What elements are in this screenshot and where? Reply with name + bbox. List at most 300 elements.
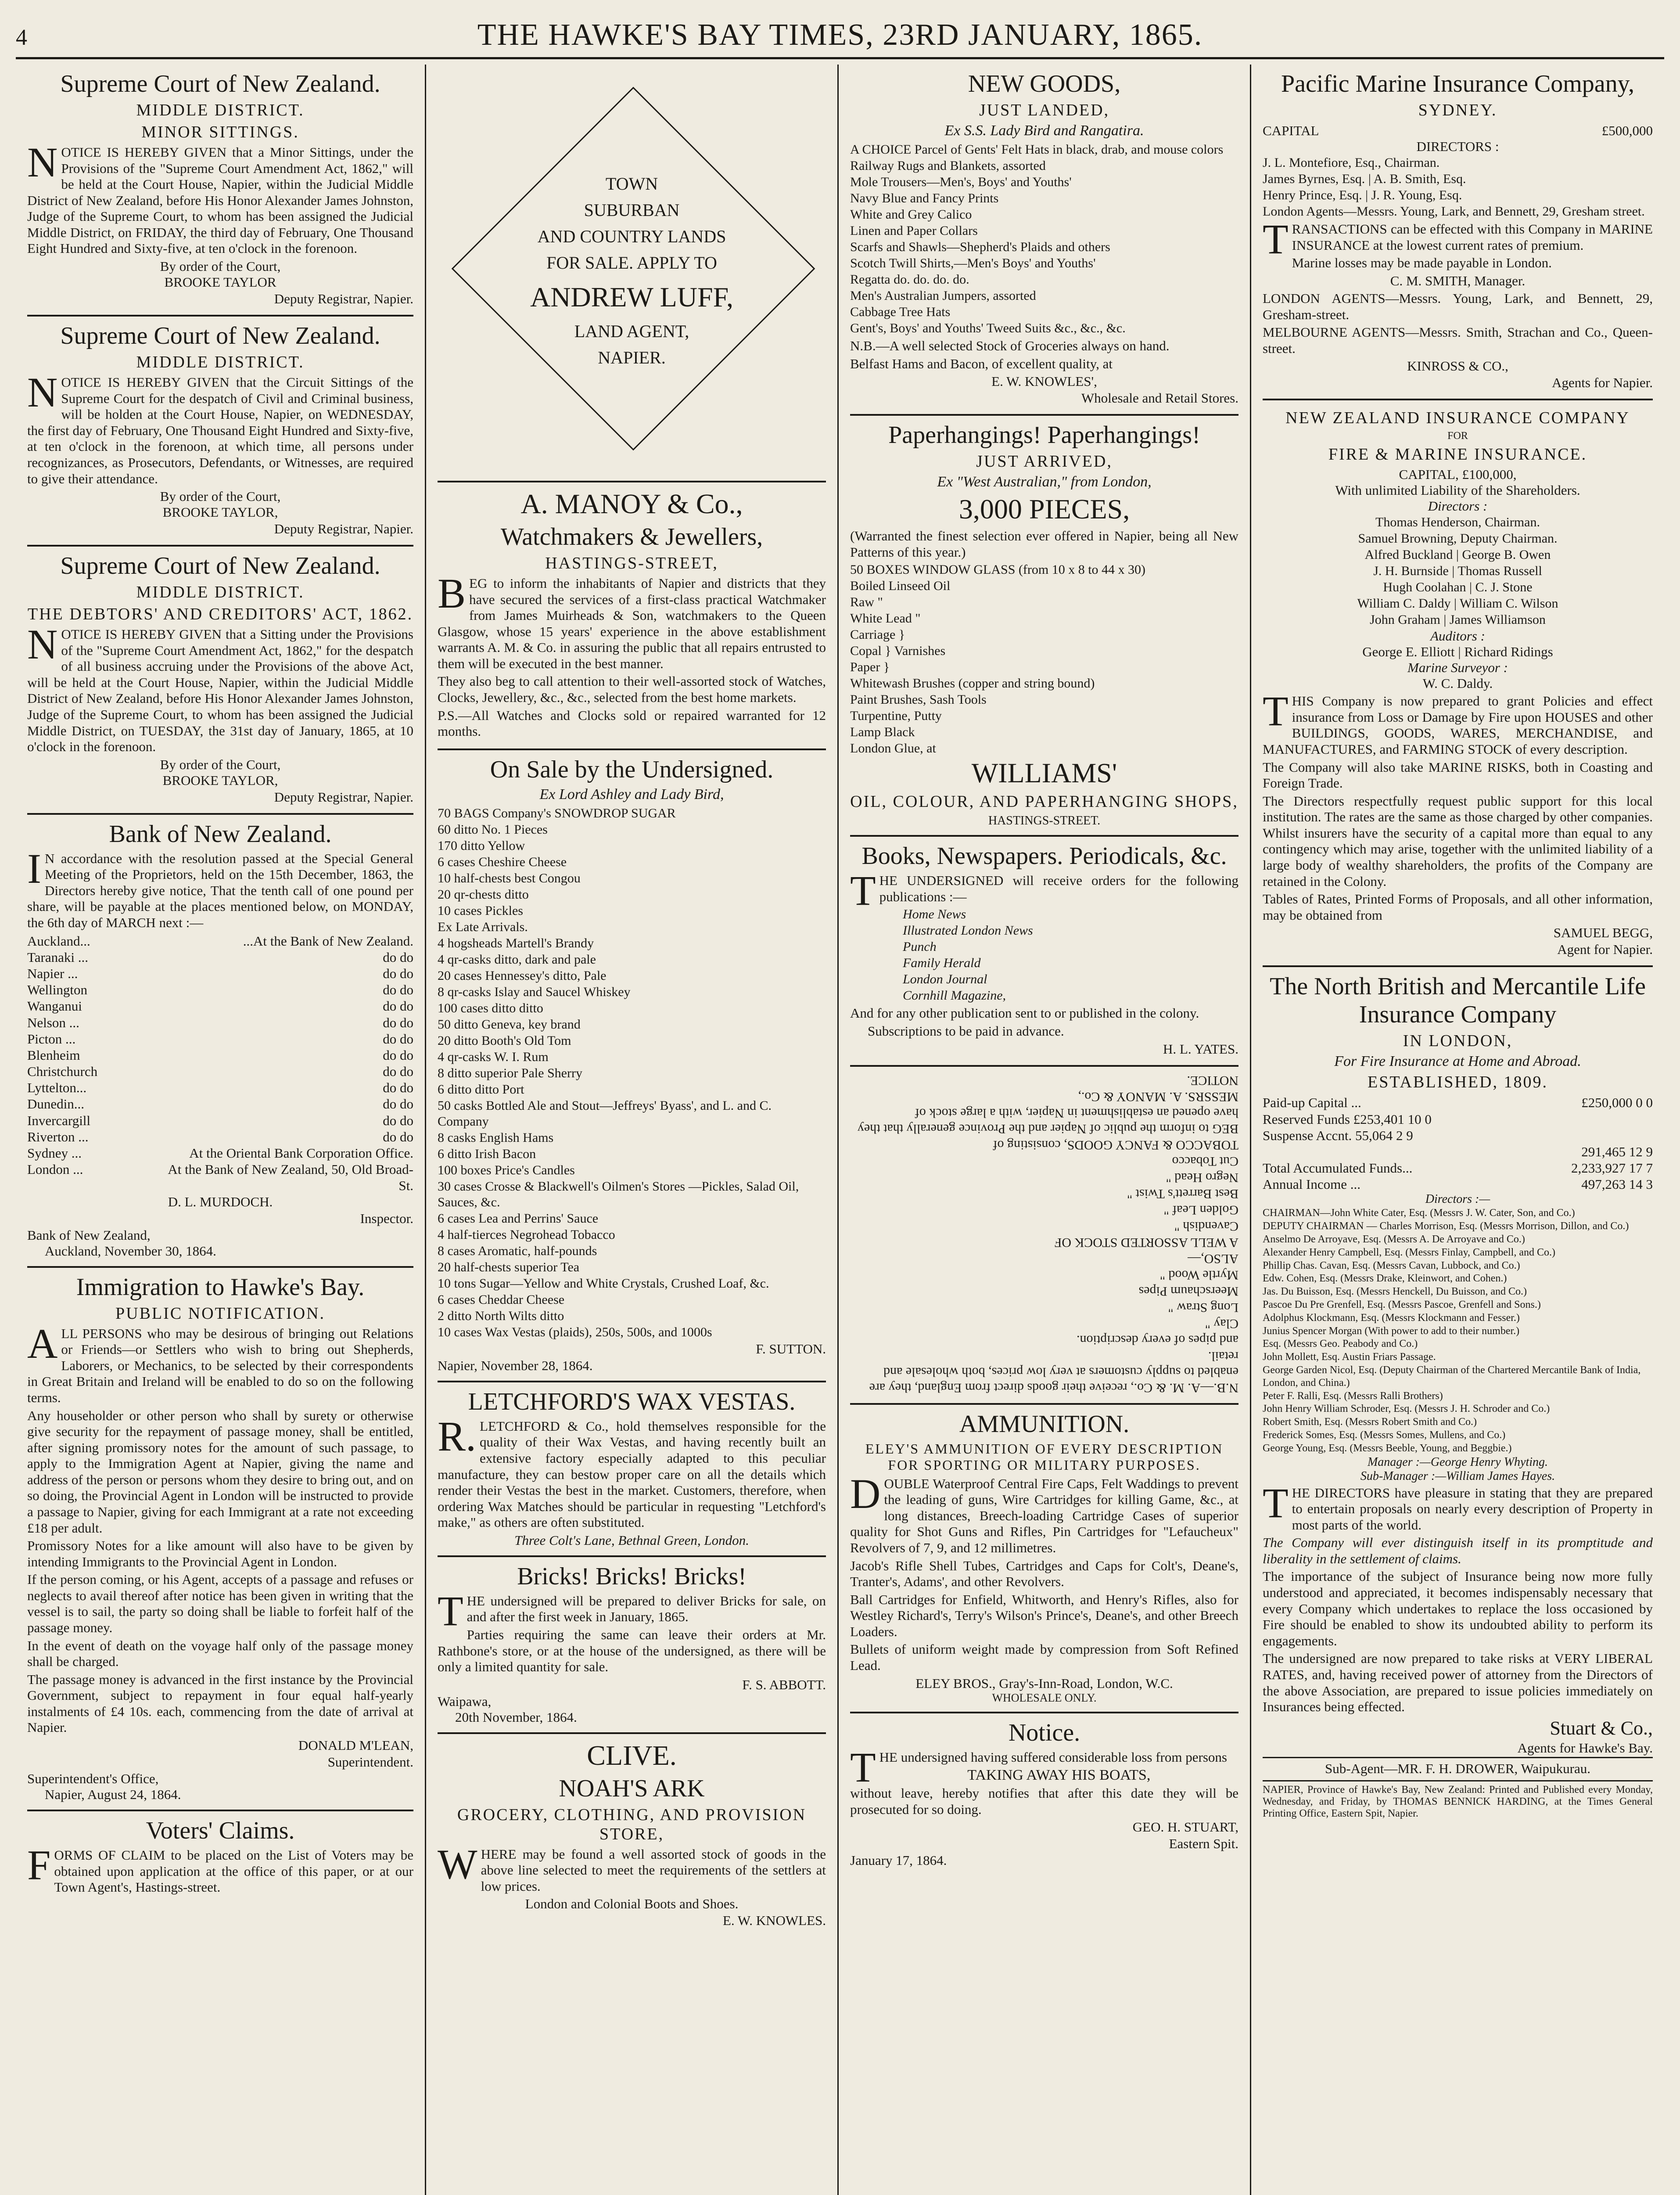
ad-paragraph: Ball Cartridges for Enfield, Whitworth, and Henry's Rifles, also for Westley Richard's, Terry's Wilson's Prince's, Deane's, and other Breech Loaders. [850, 1591, 1238, 1639]
ad-line: FOR [1447, 430, 1468, 442]
list-item: Men's Australian Jumpers, assorted [850, 288, 1036, 303]
ad-paragraph: THE undersigned having suffered considerable loss from persons [850, 1743, 1227, 1791]
director-line: Samuel Browning, Deputy Chairman. [1358, 531, 1558, 546]
ad-paragraph: TRANSACTIONS can be effected with this Company in MARINE INSURANCE at the lowest current rates of premium. [1263, 216, 1653, 263]
ad-note: (Warranted the finest selection ever offered in Napier, being all New Patterns of this year.) [850, 528, 1238, 560]
ad-paragraph: Marine losses may be made payable in London. [1292, 255, 1552, 271]
ad-subheading: MIDDLE DISTRICT. [136, 583, 305, 602]
funds-table [1263, 1094, 1653, 1192]
list-item: Ex Late Arrivals. [438, 919, 528, 934]
list-item: 10 cases Pickles [438, 903, 523, 918]
list-item: Raw " [850, 595, 883, 610]
list-item: 8 casks English Hams [438, 1130, 554, 1145]
ad-line: SUBURBAN [584, 200, 680, 220]
ad-heading: The North British and Mercantile Life Insurance Company [1270, 973, 1646, 1029]
ad-heading: On Sale by the Undersigned. [490, 756, 774, 783]
inverted-line: TOBACCO & FANCY GOODS, consisting of [993, 1137, 1238, 1152]
director-line: Esq. (Messrs Geo. Peabody and Co.) [1263, 1338, 1418, 1350]
list-item: Linen and Paper Collars [850, 223, 978, 238]
signatory: E. W. KNOWLES. [722, 1913, 826, 1929]
signatory: KINROSS & CO., [1407, 358, 1508, 374]
director-line: Jas. Du Buisson, Esq. (Messrs Henckell, Du Buisson, and Co.) [1263, 1286, 1527, 1298]
ad-paragraph: Jacob's Rifle Shell Tubes, Cartridges and Caps for Colt's, Deane's, Tranter's, Adams', and other Revolvers. [850, 1558, 1238, 1590]
ad-line: With unlimited Liability of the Shareholders. [1335, 482, 1580, 498]
director-line: William C. Daldy | William C. Wilson [1357, 596, 1558, 611]
printer-imprint: NAPIER, Province of Hawke's Bay, New Zealand: Printed and Published every Monday, Wednesday, and Friday, by THOMAS BENNICK HARDING, at the Times General Printing Office, Eastern Spit, Napier. [1263, 1780, 1653, 1820]
list-item: 20 half-chests superior Tea [438, 1259, 580, 1274]
directors-list [1263, 515, 1653, 628]
director-line: John Mollett, Esq. Austin Friars Passage. [1263, 1351, 1436, 1363]
goods-list [850, 142, 1238, 336]
inverted-line: Best Barrett's Twist " [1127, 1186, 1238, 1201]
list-item: 4 hogsheads Martell's Brandy [438, 936, 594, 950]
ad-ships: Ex Lord Ashley and Lady Bird, [539, 786, 724, 802]
director-line: George Young, Esq. (Messrs Beeble, Young, and Beggbie.) [1263, 1442, 1512, 1454]
list-item: Family Herald [903, 956, 981, 971]
list-item: 4 qr-casks ditto, dark and pale [438, 952, 596, 967]
ad-heading: A. MANOY & Co., [521, 488, 743, 519]
column-1 [16, 65, 426, 2195]
sub-manager: Sub-Manager :—William James Hayes. [1360, 1469, 1555, 1483]
signatory-role: Deputy Registrar, Napier. [274, 789, 413, 805]
books-newspapers-ad [850, 837, 1238, 1066]
ad-subheading: IN LONDON, [1403, 1032, 1513, 1051]
capital-row: CAPITAL £500,000 [1263, 123, 1653, 138]
inverted-line: Cavendish " [1174, 1219, 1238, 1234]
signatory: SAMUEL BEGG, [1553, 925, 1653, 941]
signatory: C. M. SMITH, Manager. [1390, 273, 1526, 288]
ad-order: By order of the Court, [160, 489, 281, 504]
sutton-sale-ad [438, 750, 826, 1382]
ad-line: TAKING AWAY HIS BOATS, [967, 1767, 1151, 1784]
ad-order: By order of the Court, [160, 756, 281, 772]
manoy-tobacco-notice-inverted [850, 1067, 1238, 1405]
list-item: Mole Trousers—Men's, Boys' and Youths' [850, 175, 1072, 189]
inverted-line: Clay " [1205, 1316, 1238, 1331]
ad-paragraph: Tables of Rates, Printed Forms of Proposals, and all other information, may be obtained from [1263, 891, 1653, 923]
table-row: Blenheim do do [27, 1047, 413, 1063]
list-item: 6 cases Cheddar Cheese [438, 1292, 565, 1307]
list-item: 10 cases Wax Vestas (plaids), 250s, 500s, and 1000s [438, 1324, 712, 1339]
ad-note: Belfast Hams and Bacon, of excellent quality, at [850, 356, 1113, 371]
column-3 [839, 65, 1251, 2195]
list-item: 6 ditto ditto Port [438, 1082, 524, 1097]
ad-heading: AMMUNITION. [959, 1410, 1130, 1438]
signatory: DONALD M'LEAN, [298, 1738, 413, 1753]
list-item: 60 ditto No. 1 Pieces [438, 822, 548, 837]
inverted-line: NOTICE. [1187, 1073, 1238, 1088]
ad-paragraph: They also beg to call attention to their well-assorted stock of Watches, Clocks, Jewellery, &c., &c., selected from the best home markets. [438, 673, 826, 705]
list-item: 6 cases Cheshire Cheese [438, 854, 567, 869]
table-row: Suspense Accnt. 55,064 2 9 [1263, 1127, 1413, 1143]
manager: Manager :—George Henry Whyting. [1367, 1455, 1548, 1469]
ad-subheading: NOAH'S ARK [559, 1774, 705, 1802]
ad-paragraph: MELBOURNE AGENTS—Messrs. Smith, Strachan and Co., Queen-street. [1263, 324, 1653, 356]
signatory: BROOKE TAYLOR, [162, 772, 278, 788]
table-row: Dunedin... do do [27, 1096, 413, 1112]
list-item: Illustrated London News [903, 923, 1033, 938]
ad-line: FOR SALE. APPLY TO [546, 253, 717, 273]
ad-ships: Ex S.S. Lady Bird and Rangatira. [944, 122, 1144, 139]
list-item: Regatta do. do. do. do. [850, 272, 969, 287]
bank-of-new-zealand-notice [27, 815, 413, 1268]
director-line: Anselmo De Arroyave, Esq. (Messrs A. De Arroyave and Co.) [1263, 1234, 1525, 1245]
list-item: A CHOICE Parcel of Gents' Felt Hats in black, drab, and mouse colors [850, 142, 1224, 157]
ad-heading: LETCHFORD'S WAX VESTAS. [468, 1388, 796, 1415]
ad-paragraph: Subscriptions to be paid in advance. [868, 1023, 1064, 1039]
list-item: White Lead " [850, 611, 921, 626]
director-line: George Garden Nicol, Esq. (Deputy Chairman of the Chartered Mercantile Bank of India, London, and China.) [1263, 1364, 1641, 1389]
ad-paragraph: Parties requiring the same can leave their orders at Mr. Rathbone's store, or at the house of the undersigned, as there will be only a limited quantity for sale. [438, 1626, 826, 1675]
inverted-line: Meerschaum Pipes [1138, 1284, 1238, 1299]
signatory: BROOKE TAYLOR [164, 274, 276, 290]
ad-body: FORMS OF CLAIM to be placed on the List of Voters may be obtained upon application at the office of this paper, or at our Town Agent's, Hastings-street. [27, 1842, 413, 1895]
surveyor: W. C. Daldy. [1422, 676, 1493, 691]
ad-heading: Supreme Court of New Zealand. [60, 70, 381, 97]
list-item: 6 cases Lea and Perrins' Sauce [438, 1211, 599, 1226]
list-item: White and Grey Calico [850, 207, 972, 222]
inverted-line: Negro Head " [1166, 1170, 1238, 1185]
ad-date: 20th November, 1864. [455, 1709, 577, 1725]
column-4 [1251, 65, 1664, 2195]
list-item: 4 half-tierces Negrohead Tobacco [438, 1227, 615, 1242]
bricks-ad [438, 1557, 826, 1734]
nz-insurance-ad [1263, 400, 1653, 967]
ad-subheading: THE DEBTORS' AND CREDITORS' ACT, 1862. [27, 605, 413, 624]
paperhangings-ad [850, 416, 1238, 837]
ad-note: N.B.—A well selected Stock of Groceries always on hand. [850, 338, 1170, 353]
table-row: Taranaki ... do do [27, 949, 413, 965]
table-row: London ... At the Bank of New Zealand, 50, Old Broad-St. [27, 1162, 413, 1194]
director-line: Hugh Coolahan | C. J. Stone [1383, 580, 1533, 595]
page-number: 4 [16, 25, 27, 50]
list-item: 20 ditto Booth's Old Tom [438, 1033, 571, 1048]
inverted-text-block [850, 1072, 1238, 1396]
signatory-role: Inspector. [360, 1210, 413, 1226]
inverted-line: and pipes of every description. [1076, 1332, 1238, 1347]
list-item: 8 ditto superior Pale Sherry [438, 1065, 582, 1080]
ad-body: NOTICE IS HEREBY GIVEN that the Circuit Sittings of the Supreme Court for the despatch of Civil and Criminal business, will be holden at the Court House, Napier, on WEDNESDAY, the first day of February, One Thousand Eight Hundred and Sixty-five, at ten o'clock in the forenoon, at which time, all persons under recognizances, as Prosecutors, Defendants, or Witnesses, are required to give their attendance. [27, 369, 413, 486]
ad-subheading: Watchmakers & Jewellers, [500, 523, 763, 551]
ad-note: WHOLESALE ONLY. [992, 1691, 1097, 1704]
ad-subheading: MIDDLE DISTRICT. [136, 353, 305, 372]
director-line: Pascoe Du Pre Grenfell, Esq. (Messrs Pascoe, Grenfell and Sons.) [1263, 1299, 1541, 1311]
ad-heading: Supreme Court of New Zealand. [60, 552, 381, 580]
ad-paragraph: ALL PERSONS who may be desirous of bringing out Relations or Friends—or Settlers who wish to bring out Shepherds, Laborers, or Mechanics, to be selected by their correspondents in Great Britain and Ireland will be enabled to do so on the following terms. [27, 1320, 413, 1405]
directors-label: DIRECTORS : [1416, 139, 1499, 155]
signatory-role: Agents for Napier. [1552, 375, 1653, 391]
ad-paragraph: Any householder or other person who shall by surety or otherwise give security for the repayment of passage money, shall be entitled, after signing promissory notes for the amount of such passage, to apply to the Immigration Agent at Napier, giving the name and address of the person or persons whom they desire to bring out, and on so doing, the Provincial Agent in London will be instructed to provide a passage to Napier, giving for each Immigrant at a rate not exceeding £18 per adult. [27, 1407, 413, 1536]
director-line: London Agents—Messrs. Young, Lark, and Bennett, 29, Gresham street. [1263, 204, 1645, 219]
inverted-line: A WELL ASSORTED STOCK OF [1054, 1235, 1238, 1250]
director-line: Alfred Buckland | George B. Owen [1364, 547, 1551, 562]
auditors: George E. Elliott | Richard Ridings [1362, 644, 1553, 660]
ad-line: For Fire Insurance at Home and Abroad. [1334, 1053, 1581, 1070]
signatory-role: Deputy Registrar, Napier. [274, 291, 413, 307]
voters-claims-notice [27, 1811, 413, 1904]
goods-list [438, 806, 826, 1340]
newspaper-title: THE HAWKE'S BAY TIMES, 23RD JANUARY, 1865. [477, 18, 1203, 52]
ad-heading: NEW GOODS, [968, 70, 1121, 97]
ad-ship: Ex "West Australian," from London, [937, 474, 1152, 490]
goods-list [850, 562, 1238, 756]
director-line: Junius Spencer Morgan (With power to add to their number.) [1263, 1325, 1520, 1337]
ad-paragraph: DOUBLE Waterproof Central Fire Caps, Felt Waddings to prevent the leading of guns, Wire Cartridges for killing Game, &c., at long distances, Breech-loading Cartridge Cases of superior quality for Shot Guns and Rifles, Pin Cartridges for "Lefaucheux" Revolvers of 7, 9, and 12 millimetres. [850, 1470, 1238, 1555]
list-item: Boiled Linseed Oil [850, 579, 951, 594]
ad-paragraph: THE DIRECTORS have pleasure in stating that they are prepared to entertain proposals on nearly every description of Property in most parts of the world. [1263, 1479, 1653, 1533]
ad-line: London and Colonial Boots and Shoes. [525, 1896, 739, 1912]
list-item: 10 tons Sugar—Yellow and White Crystals, Crushed Loaf, &c. [438, 1276, 769, 1291]
inverted-line: ALSO,— [1188, 1251, 1238, 1266]
table-row: Paid-up Capital ... £250,000 0 0 [1263, 1095, 1653, 1111]
list-item: 20 cases Hennessey's ditto, Pale [438, 968, 607, 983]
inverted-line: N.B.—A. M. & Co., receive their goods direct from England, they are enabled to supply customers at very low prices, both wholesale and retail. [869, 1349, 1238, 1395]
ad-heading: Voters' Claims. [146, 1817, 295, 1845]
list-item: Gent's, Boys' and Youths' Tweed Suits &c., &c., &c. [850, 321, 1126, 335]
ad-address: ELEY BROS., Gray's-Inn-Road, London, W.C. [915, 1675, 1173, 1691]
ad-place: Eastern Spit. [1169, 1836, 1238, 1852]
ad-name: WILLIAMS' [971, 757, 1117, 789]
ad-paragraph: If the person coming, or his Agent, accepts of a passage and refuses or neglects to avail thereof after notice has been given in writing that the vessel is to sail, the party so doing shall be liable to forfeit half of the passage money. [27, 1572, 413, 1636]
list-item: Carriage } [850, 627, 905, 642]
ad-paragraph: Promissory Notes for a like amount will also have to be given by intending Immigrants to the Provincial Agent in London. [27, 1538, 413, 1569]
director-line: DEPUTY CHAIRMAN — Charles Morrison, Esq. (Messrs Morrison, Dillon, and Co.) [1263, 1220, 1629, 1232]
ad-heading: Bricks! Bricks! Bricks! [517, 1562, 747, 1590]
ad-paragraph: BEG to inform the inhabitants of Napier and districts that they have secured the services of a first-class practical Watchmaker from James Muirheads & Son, watchmakers to the Queen Glasgow, whose 15 years' experience in the above establishment warrants A. M. & Co. in assuring the public that all repairs entrusted to them will be executed in the best manner. [438, 570, 826, 671]
ad-street: HASTINGS-STREET, [545, 554, 718, 572]
ad-line: TOWN [605, 174, 658, 194]
inverted-line: MESSRS. A. MANOY & Co., [1078, 1089, 1238, 1104]
ad-footer: Napier, August 24, 1864. [45, 1787, 181, 1803]
table-row: Reserved Funds £253,401 10 0 [1263, 1111, 1432, 1127]
table-row: Christchurch do do [27, 1064, 413, 1080]
ad-paragraph: P.S.—All Watches and Clocks sold or repaired warranted for 12 months. [438, 707, 826, 739]
list-item: 50 ditto Geneva, key brand [438, 1017, 581, 1032]
pacific-marine-insurance-ad [1263, 65, 1653, 400]
ad-subheading: PUBLIC NOTIFICATION. [115, 1304, 325, 1323]
table-row: 291,465 12 9 [1581, 1144, 1653, 1159]
ad-heading: Immigration to Hawke's Bay. [76, 1273, 365, 1301]
ad-subheading: OIL, COLOUR, AND PAPERHANGING SHOPS, [850, 792, 1238, 811]
director-line: James Byrnes, Esq. | A. B. Smith, Esq. [1263, 172, 1466, 187]
ad-paragraph: The Company will ever distinguish itself in its promptitude and liberality in the settlement of claims. [1263, 1535, 1653, 1566]
north-british-insurance-ad [1263, 967, 1653, 1826]
ad-paragraph: THE undersigned will be prepared to deliver Bricks for sale, on and after the first week in January, 1865. [438, 1587, 826, 1634]
boats-notice [850, 1713, 1238, 1876]
ad-line: AND COUNTRY LANDS [537, 227, 726, 246]
list-item: Cabbage Tree Hats [850, 305, 951, 319]
inverted-line: Long Straw " [1168, 1300, 1238, 1315]
ad-heading: Supreme Court of New Zealand. [60, 322, 381, 350]
ammunition-ad [850, 1405, 1238, 1713]
ad-heading: Books, Newspapers. Periodicals, &c. [862, 842, 1227, 870]
director-line: Frederick Somes, Esq. (Messrs Somes, Mullens, and Co.) [1263, 1429, 1506, 1441]
andrew-luff-land-ad [438, 65, 826, 482]
list-item: 50 BOXES WINDOW GLASS (from 10 x 8 to 44 x 30) [850, 562, 1146, 577]
signatory: E. W. KNOWLES', [991, 374, 1097, 389]
ad-paragraph: without leave, hereby notifies that after this date they will be prosecuted for so doing. [850, 1785, 1238, 1817]
ad-footer: Superintendent's Office, [27, 1771, 159, 1787]
ad-line: CAPITAL, £100,000, [1399, 467, 1517, 482]
list-item: Turpentine, Putty [850, 709, 942, 723]
supreme-court-circuit-notice [27, 317, 413, 547]
ad-line: NAPIER. [598, 348, 666, 367]
list-item: 6 ditto Irish Bacon [438, 1146, 536, 1161]
list-item: London Journal [903, 972, 987, 987]
directors-list [1263, 155, 1653, 220]
signatory-role: Wholesale and Retail Stores. [1081, 390, 1238, 406]
signatory: Stuart & Co., [1550, 1717, 1653, 1739]
ad-body: R.LETCHFORD & Co., hold themselves responsible for the quality of their Wax Vestas, and having recently built an extensive factory especially adapted to this peculiar manufacture, they can bestow proper care on all the details which render their Vestas the best in the market. Customers, therefore, when ordering Wax Matches should be particular in requesting "Letchford's make," as others are often substituted. [438, 1412, 826, 1530]
ad-footer: Auckland, November 30, 1864. [45, 1243, 216, 1259]
signatory: GEO. H. STUART, [1132, 1819, 1238, 1835]
directors-label: Directors : [1428, 498, 1488, 514]
table-row: Total Accumulated Funds... 2,233,927 17 7 [1263, 1160, 1653, 1176]
ad-subheading: MIDDLE DISTRICT. [136, 101, 305, 119]
signatory: F. S. ABBOTT. [742, 1677, 826, 1692]
list-item: Railway Rugs and Blankets, assorted [850, 158, 1046, 173]
list-item: Punch [903, 939, 937, 954]
signatory-role: Superintendent. [327, 1754, 413, 1770]
publications-list [850, 907, 1238, 1004]
ad-paragraph: And for any other publication sent to or published in the colony. [850, 1005, 1199, 1021]
ad-heading: Bank of New Zealand. [109, 820, 332, 848]
inverted-line: BEG to inform the public of Napier and the Province generally that they have opened an establishment in Napier, with a large stock of [857, 1105, 1238, 1136]
letchford-vestas-ad [438, 1382, 826, 1557]
director-line: J. L. Montefiore, Esq., Chairman. [1263, 155, 1440, 170]
signatory: F. SUTTON. [756, 1341, 826, 1357]
ad-body: IN accordance with the resolution passed at the Special General Meeting of the Proprietors, held on the 15th December, 1863, the Directors hereby give notice, That the tenth call of one pound per share, will be payable at the places mentioned below, on MONDAY, the 6th day of MARCH next :— [27, 845, 413, 931]
table-row: Picton ... do do [27, 1031, 413, 1047]
diamond-text [439, 171, 825, 371]
ad-date: January 17, 1864. [850, 1853, 947, 1868]
ad-heading: CLIVE. [587, 1739, 677, 1771]
ad-heading: Notice. [1008, 1719, 1081, 1746]
director-line: J. H. Burnside | Thomas Russell [1373, 564, 1542, 579]
list-item: 100 boxes Price's Candles [438, 1162, 575, 1177]
ad-paragraph: The passage money is advanced in the first instance by the Provincial Government, subject to repayment in four equal half-yearly instalments of £4 10s. each, commencing from the date of arrival at Napier. [27, 1671, 413, 1735]
ad-paragraph: THE UNDERSIGNED will receive orders for the following publications :— [850, 867, 1238, 914]
table-row: Nelson ... do do [27, 1015, 413, 1030]
ad-pieces: 3,000 PIECES, [958, 493, 1130, 525]
ad-subheading: ESTABLISHED, 1809. [1368, 1073, 1548, 1092]
ad-paragraph: Bullets of uniform weight made by compression from Soft Refined Lead. [850, 1641, 1238, 1673]
table-row: Lyttelton... do do [27, 1080, 413, 1096]
table-row: Invercargill do do [27, 1112, 413, 1128]
director-line: John Henry William Schroder, Esq. (Messrs J. H. Schroder and Co.) [1263, 1403, 1550, 1415]
list-item: Cornhill Magazine, [903, 988, 1006, 1003]
ad-paragraph: THIS Company is now prepared to grant Policies and effect insurance from Loss or Damage by Fire upon HOUSES and other BUILDINGS, GOODS, WARES, MERCHANDISE, and MANUFACTURES, and FARMING STOCK of every description. [1263, 687, 1653, 757]
ad-subheading: GROCERY, CLOTHING, AND PROVISION STORE, [457, 1805, 807, 1843]
table-row: Wellington do do [27, 982, 413, 998]
column-2 [426, 65, 839, 2195]
directors-label: Directors :— [1425, 1192, 1490, 1206]
list-item: Paper } [850, 660, 890, 675]
list-item: 30 cases Crosse & Blackwell's Oilmen's Stores —Pickles, Salad Oil, Sauces, &c. [438, 1179, 799, 1209]
ad-address: Three Colt's Lane, Bethnal Green, London. [514, 1532, 749, 1548]
ad-street: HASTINGS-STREET. [988, 814, 1101, 828]
director-line: Thomas Henderson, Chairman. [1375, 515, 1540, 530]
ad-heading: Pacific Marine Insurance Company, [1281, 70, 1634, 97]
ad-date: Napier, November 28, 1864. [438, 1357, 593, 1373]
list-item: 8 qr-casks Islay and Saucel Whiskey [438, 984, 631, 999]
supreme-court-debtors-notice [27, 547, 413, 815]
inverted-line: Myrtle Wood " [1159, 1267, 1238, 1282]
ad-paragraph: The importance of the subject of Insurance being now more fully understood and appreciated, it becomes indispensably necessary that every Company which undertakes to replace the loss occasioned by Fire should be enabled to show its undoubted ability to perform its engagements. [1263, 1569, 1653, 1648]
director-line: John Graham | James Williamson [1370, 612, 1546, 627]
auditors-label: Auditors : [1430, 628, 1485, 644]
ad-body: NOTICE IS HEREBY GIVEN that a Minor Sittings, under the Provisions of the "Supreme Court Amendment Act, 1862," will be held at the Court House, Napier, within the Judicial Middle District of New Zealand, before His Honor Alexander James Johnston, Judge of the Supreme Court, to whom has been assigned the Judicial Middle District, on FRIDAY, the third day of February, One Thousand Eight Hundred and Sixty-five, at ten o'clock in the forenoon. [27, 139, 413, 256]
list-item: Paint Brushes, Sash Tools [850, 692, 987, 707]
ad-heading: Paperhangings! Paperhangings! [888, 421, 1200, 449]
ad-subheading: JUST ARRIVED, [976, 452, 1113, 471]
signatory-role: Agents for Hawke's Bay. [1517, 1740, 1653, 1756]
ad-paragraph: In the event of death on the voyage half only of the passage money shall be charged. [27, 1637, 413, 1670]
ad-subheading: FIRE & MARINE INSURANCE. [1328, 445, 1587, 464]
signatory: D. L. MURDOCH. [168, 1194, 273, 1209]
ad-line: LAND AGENT, [574, 321, 689, 341]
table-row: Auckland... ...At the Bank of New Zealand. [27, 933, 413, 949]
list-item: 50 casks Bottled Ale and Stout—Jeffreys' Byass', and L. and C. Company [438, 1098, 772, 1129]
list-item: Scarfs and Shawls—Shepherd's Plaids and others [850, 240, 1110, 254]
diamond-frame [439, 74, 825, 469]
ad-name: ANDREW LUFF, [530, 281, 734, 313]
director-line: Adolphus Klockmann, Esq. (Messrs Klockmann and Fesser.) [1263, 1312, 1520, 1324]
table-row: Sydney ... At the Oriental Bank Corporation Office. [27, 1145, 413, 1161]
list-item: 2 ditto North Wilts ditto [438, 1308, 564, 1323]
director-line: Robert Smith, Esq. (Messrs Robert Smith and Co.) [1263, 1416, 1477, 1428]
ad-paragraph: The undersigned are now prepared to take risks at VERY LIBERAL RATES, and, having received power of attorney from the Directors of the above Association, are prepared to issue policies immediately on Insurances being effected. [1263, 1651, 1653, 1715]
masthead [16, 18, 1664, 59]
list-item: Navy Blue and Fancy Prints [850, 191, 999, 205]
signatory: H. L. YATES. [1163, 1041, 1238, 1057]
supreme-court-minor-notice [27, 65, 413, 317]
sub-agent: Sub-Agent—MR. F. H. DROWER, Waipukurau. [1263, 1757, 1653, 1777]
list-item: Lamp Black [850, 725, 915, 740]
ad-order: By order of the Court, [160, 259, 281, 274]
director-line: Peter F. Ralli, Esq. (Messrs Ralli Brothers) [1263, 1390, 1443, 1402]
ad-subheading: JUST LANDED, [979, 101, 1110, 119]
list-item: 8 cases Aromatic, half-pounds [438, 1243, 597, 1258]
ad-heading: NEW ZEALAND INSURANCE COMPANY [1285, 409, 1630, 428]
list-item: 170 ditto Yellow [438, 838, 525, 853]
list-item: 20 qr-chests ditto [438, 887, 529, 902]
new-goods-ad [850, 65, 1238, 416]
inverted-line: Cut Tobacco [1172, 1154, 1238, 1169]
ad-footer: Bank of New Zealand, [27, 1227, 151, 1243]
ad-subheading: MINOR SITTINGS. [141, 123, 299, 141]
immigration-notice [27, 1268, 413, 1811]
ad-body: WHERE may be found a well assorted stock of goods in the above line selected to meet the requirements of the settlers at low prices. [438, 1840, 826, 1894]
inverted-line: Golden Leaf " [1163, 1202, 1238, 1217]
director-line: Edw. Cohen, Esq. (Messrs Drake, Kleinwort, and Cohen.) [1263, 1273, 1507, 1285]
list-item: Scotch Twill Shirts,—Men's Boys' and Youths' [850, 256, 1096, 270]
director-line: Phillip Chas. Cavan, Esq. (Messrs Cavan, Lubbock, and Co.) [1263, 1259, 1520, 1271]
list-item: London Glue, at [850, 741, 936, 756]
table-row: Napier ... do do [27, 965, 413, 981]
list-item: 70 BAGS Company's SNOWDROP SUGAR [438, 806, 676, 820]
ad-paragraph: The Company will also take MARINE RISKS, both in Coasting and Foreign Trade. [1263, 759, 1653, 791]
ad-paragraph: LONDON AGENTS—Messrs. Young, Lark, and Bennett, 29, Gresham-street. [1263, 290, 1653, 322]
signatory-role: Agent for Napier. [1557, 942, 1653, 957]
table-row: Annual Income ... 497,263 14 3 [1263, 1177, 1653, 1192]
surveyor-label: Marine Surveyor : [1407, 660, 1508, 676]
ad-place: Waipawa, [438, 1693, 492, 1709]
ad-body: NOTICE IS HEREBY GIVEN that a Sitting under the Provisions of the "Supreme Court Amendment Act, 1862," for the despatch of all business accruing under the Provisions of the above Act, will be held at the Court House, Napier, within the Judicial Middle District of New Zealand, before His Honor Alexander James Johnston, Judge of the Supreme Court, to whom has been assigned the Judicial Middle District, on TUESDAY, the 31st day of January, 1865, at 10 o'clock in the forenoon. [27, 621, 413, 755]
ad-paragraph: The Directors respectfully request public support for this local institution. The rates are the same as those charged by other companies. Whilst insurers have the security of a capital more than equal to any contingency which may arise, together with the unlimited liability of a large body of wealthy shareholders, the profits of the Company are retained in the Colony. [1263, 793, 1653, 889]
list-item: 4 qr-casks W. I. Rum [438, 1049, 549, 1064]
list-item: 100 cases ditto ditto [438, 1000, 543, 1015]
